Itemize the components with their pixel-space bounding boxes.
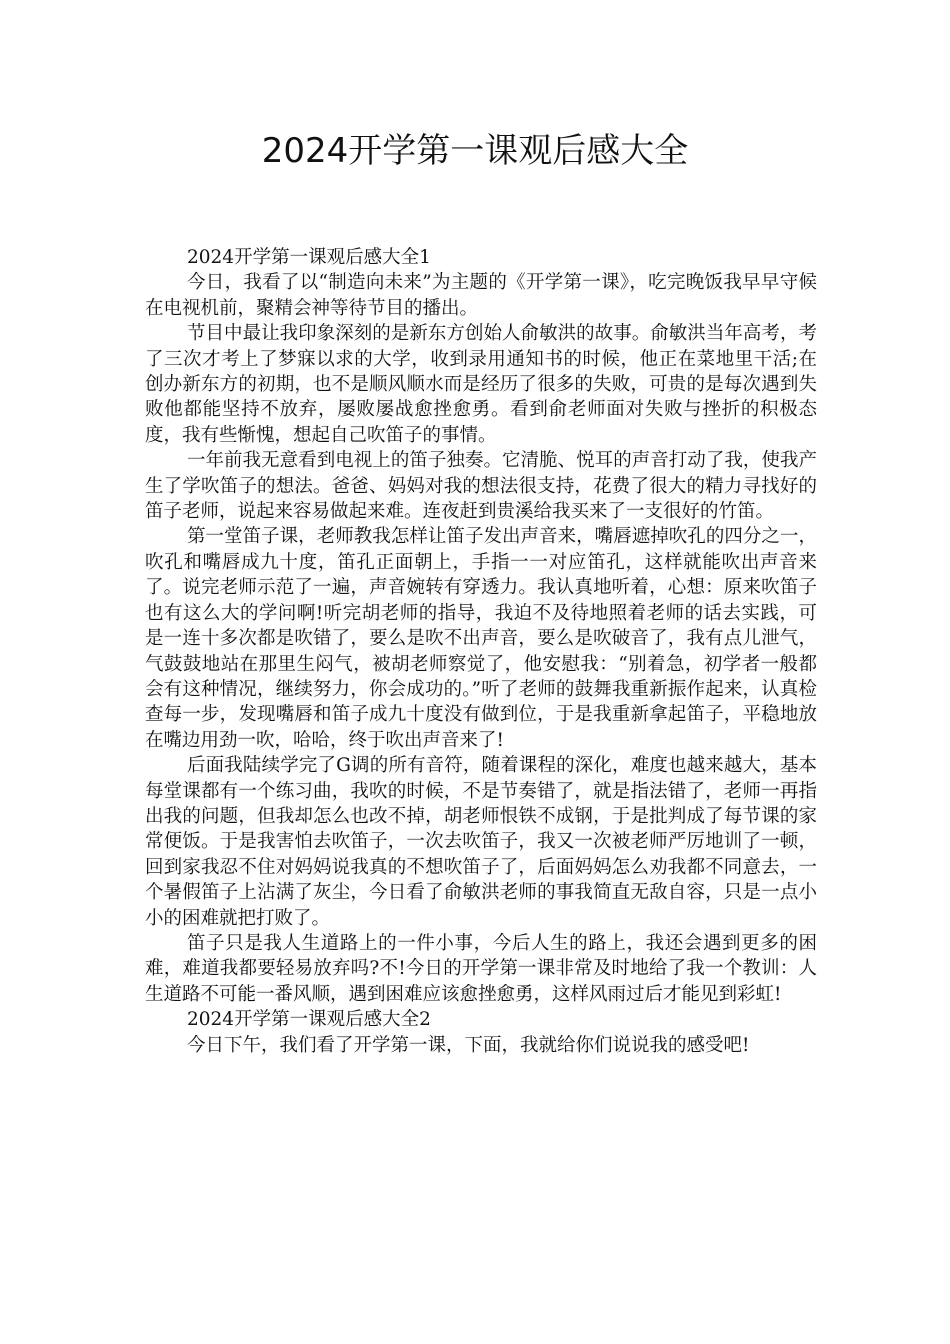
paragraph: 笛子只是我人生道路上的一件小事，今后人生的路上，我还会遇到更多的困难，难道我都要轻易放弃吗?不!今日的开学第一课非常及时地给了我一个教训：人生道路不可能一番风顺，遇到困难应该愈挫愈勇，这样风雨过后才能见到彩虹! bbox=[145, 932, 817, 1005]
paragraph: 节目中最让我印象深刻的是新东方创始人俞敏洪的故事。俞敏洪当年高考，考了三次才考上了梦寐以求的大学，收到录用通知书的时候，他正在菜地里干活;在创办新东方的初期，也不是顺风顺水而是经历了很多的失败，可贵的是每次遇到失败他都能坚持不放弃，屡败屡战愈挫愈勇。看到俞老师面对失败与挫折的积极态度，我有些惭愧，想起自己吹笛子的事情。 bbox=[145, 323, 817, 446]
section-heading: 2024开学第一课观后感大全1 bbox=[187, 247, 431, 268]
paragraph: 一年前我无意看到电视上的笛子独奏。它清脆、悦耳的声音打动了我，使我产生了学吹笛子的想法。爸爸、妈妈对我的想法很支持，花费了很大的精力寻找好的笛子老师，说起来容易做起来难。连夜赶到贵溪给我买来了一支很好的竹笛。 bbox=[145, 450, 817, 523]
document-title: 2024开学第一课观后感大全 bbox=[261, 131, 689, 171]
paragraph: 第一堂笛子课，老师教我怎样让笛子发出声音来，嘴唇遮掉吹孔的四分之一，吹孔和嘴唇成九十度，笛孔正面朝上，手指一一对应笛孔，这样就能吹出声音来了。说完老师示范了一遍，声音婉转有穿透力。我认真地听着，心想：原来吹笛子也有这么大的学问啊!听完胡老师的指导，我迫不及待地照着老师的话去实践，可是一连十多次都是吹错了，要么是吹不出声音，要么是吹破音了，我有点儿泄气，气鼓鼓地站在那里生闷气，被胡老师察觉了，他安慰我：“别着急，初学者一般都会有这种情况，继续努力，你会成功的。”听了老师的鼓舞我重新振作起来，认真检查每一步，发现嘴唇和笛子成九十度没有做到位，于是我重新拿起笛子，平稳地放在嘴边用劲一吹，哈哈，终于吹出声音来了! bbox=[145, 526, 817, 751]
paragraph: 今日，我看了以“制造向未来”为主题的《开学第一课》，吃完晚饭我早早守候在电视机前，聚精会神等待节目的播出。 bbox=[145, 272, 817, 319]
document-body bbox=[145, 245, 817, 1058]
paragraph: 今日下午，我们看了开学第一课，下面，我就给你们说说我的感受吧! bbox=[187, 1034, 750, 1056]
section-heading: 2024开学第一课观后感大全2 bbox=[187, 1009, 431, 1031]
paragraph: 后面我陆续学完了G调的所有音符，随着课程的深化，难度也越来越大，基本每堂课都有一个练习曲，我吹的时候，不是节奏错了，就是指法错了，老师一再指出我的问题，但我却怎么也改不掉，胡老师恨铁不成钢，于是批判成了每节课的家常便饭。于是我害怕去吹笛子，一次去吹笛子，我又一次被老师严厉地训了一顿，回到家我忍不住对妈妈说我真的不想吹笛子了，后面妈妈怎么劝我都不同意去，一个暑假笛子上沾满了灰尘，今日看了俞敏洪老师的事我简直无敌自容，只是一点小小的困难就把打败了。 bbox=[145, 755, 817, 929]
